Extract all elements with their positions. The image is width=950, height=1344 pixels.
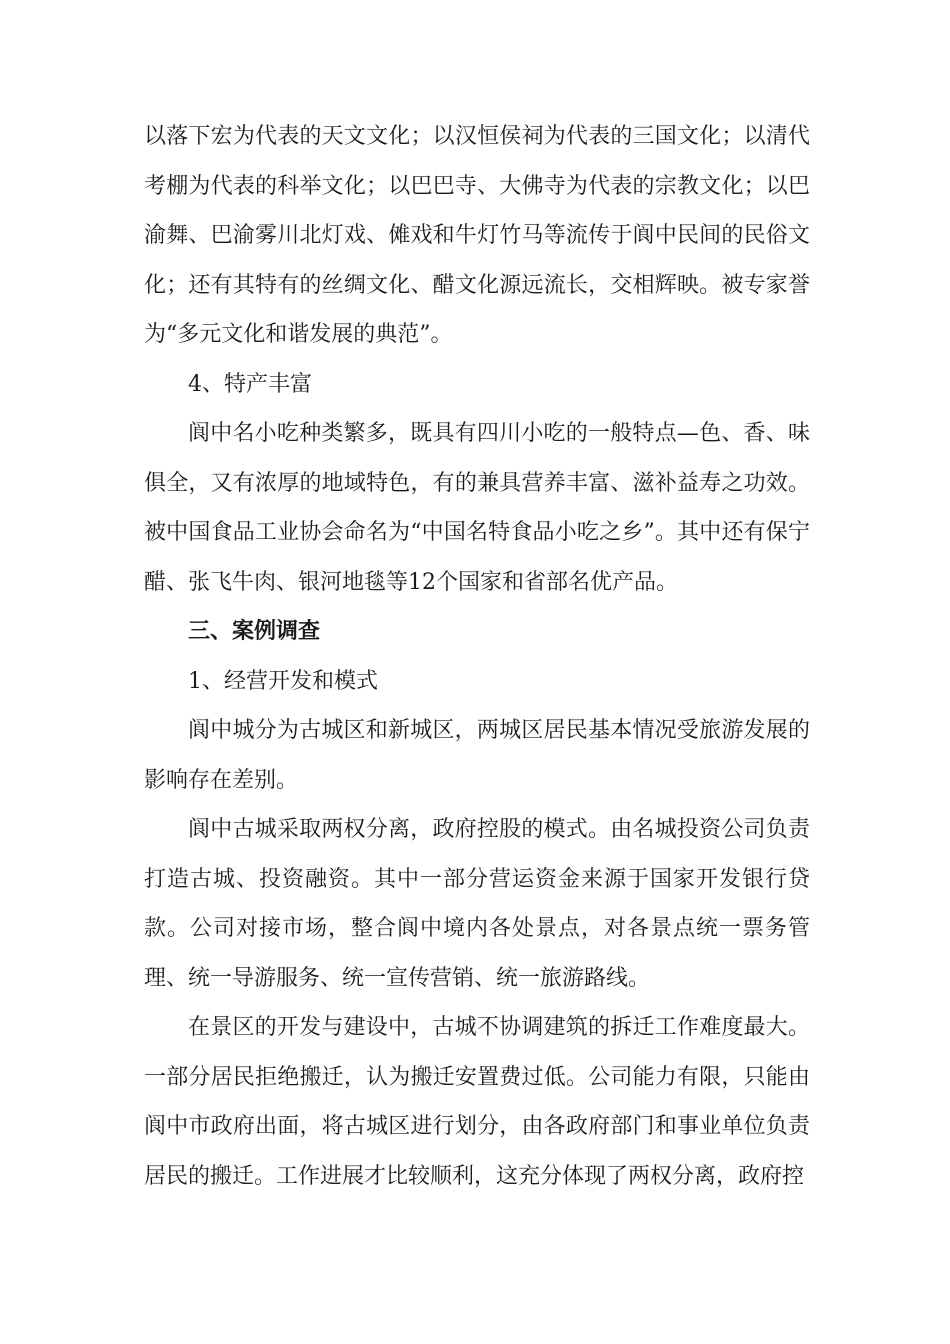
document-body (144, 112, 810, 1201)
paragraph-culture-continued: 以落下宏为代表的天文文化；以汉恒侯祠为代表的三国文化；以清代考棚为代表的科举文化；以巴巴寺、大佛寺为代表的宗教文化；以巴渝舞、巴渝雾川北灯戏、傩戏和牛灯竹马等流传于阆中民间的民俗文化；还有其特有的丝绸文化、醋文化源远流长，交相辉映。被专家誉为“多元文化和谐发展的典范”。 (144, 124, 810, 347)
paragraph-relocation: 在景区的开发与建设中，古城不协调建筑的拆迁工作难度最大。一部分居民拒绝搬迁，认为搬迁安置费过低。公司能力有限，只能由阆中市政府出面，将古城区进行划分，由各政府部门和事业单位负责居民的搬迁。工作进展才比较顺利，这充分体现了两权分离，政府控 (144, 1015, 810, 1189)
subheading-specialties: 4、特产丰富 (188, 371, 312, 397)
subheading-operation-model: 1、经营开发和模式 (188, 668, 378, 694)
paragraph-ownership-model: 阆中古城采取两权分离，政府控股的模式。由名城投资公司负责打造古城、投资融资。其中一部分营运资金来源于国家开发银行贷款。公司对接市场，整合阆中境内各处景点，对各景点统一票务管理、统一导游服务、统一宣传营销、统一旅游路线。 (144, 817, 810, 991)
paragraph-city-districts: 阆中城分为古城区和新城区，两城区居民基本情况受旅游发展的影响存在差别。 (144, 718, 810, 793)
section-heading-case-study: 三、案例调查 (188, 618, 321, 644)
paragraph-snacks: 阆中名小吃种类繁多，既具有四川小吃的一般特点—色、香、味俱全，又有浓厚的地域特色，有的兼具营养丰富、滋补益寿之功效。被中国食品工业协会命名为“中国名特食品小吃之乡”。其中还有保宁醋、张飞牛肉、银河地毯等12个国家和省部名优产品。 (144, 421, 810, 595)
